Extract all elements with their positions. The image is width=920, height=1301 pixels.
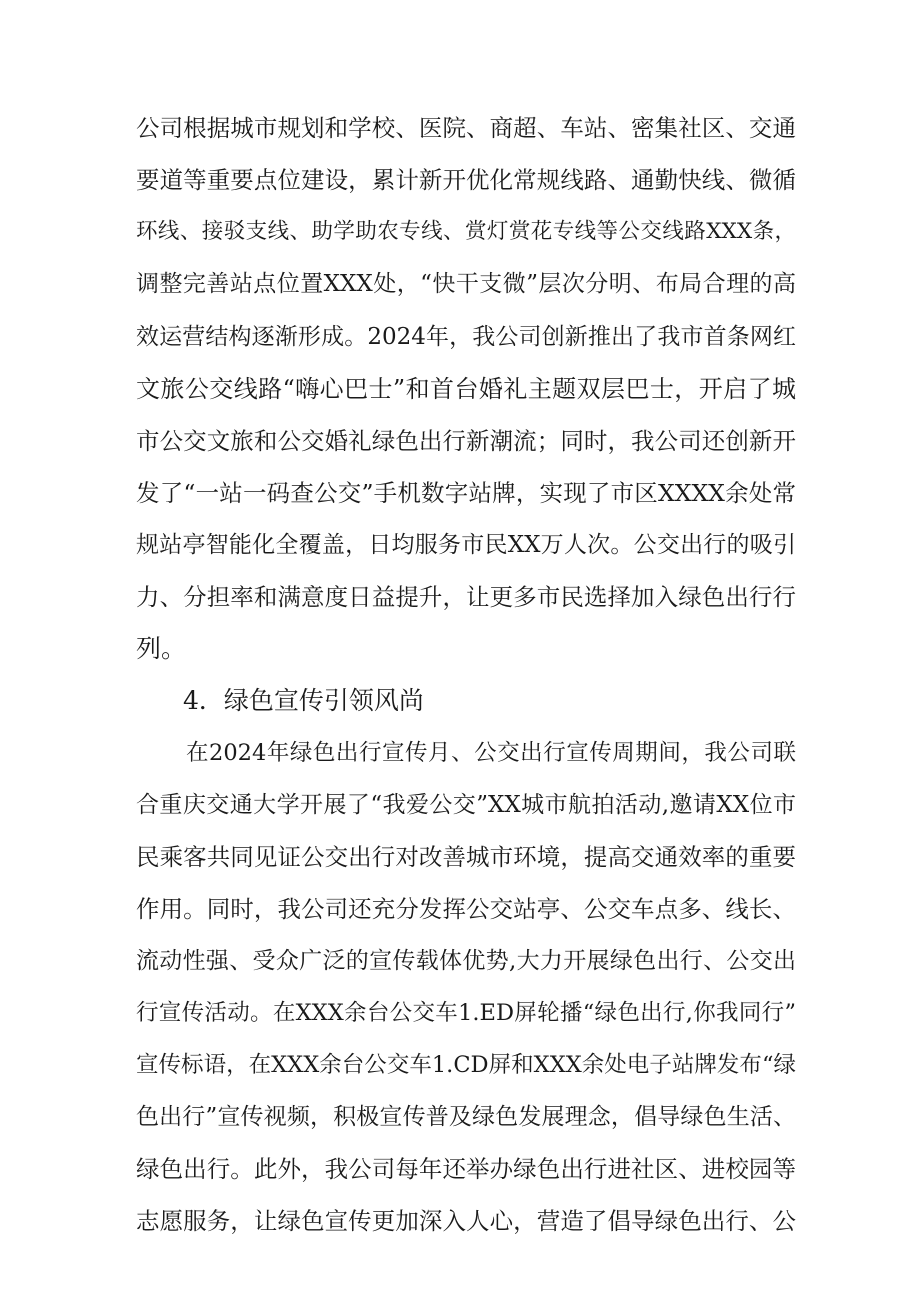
- paragraph-line: 公司根据城市规划和学校、医院、商超、车站、密集社区、交通: [136, 114, 796, 142]
- paragraph-line: 规站亭智能化全覆盖，日均服务市民XX万人次。公交出行的吸引: [136, 532, 796, 558]
- paragraph-line: 民乘客共同见证公交出行对改善城市环境，提高交通效率的重要: [136, 843, 796, 871]
- paragraph-line: 在2024年绿色出行宣传月、公交出行宣传周期间，我公司联: [186, 740, 796, 766]
- paragraph-line: 文旅公交线路“嗨心巴士”和首台婚礼主题双层巴士，开启了城: [136, 375, 796, 403]
- paragraph-line: 行宣传活动。在XXX余台公交车1.ED屏轮播“绿色出行,你我同行”: [136, 1000, 796, 1026]
- paragraph-line: 效运营结构逐渐形成。2024年，我公司创新推出了我市首条网红: [136, 324, 796, 350]
- paragraph-line: 色出行”宣传视频，积极宣传普及绿色发展理念，倡导绿色生活、: [136, 1104, 796, 1130]
- paragraph-line: 绿色出行。此外，我公司每年还举办绿色出行进社区、进校园等: [136, 1155, 796, 1183]
- paragraph-line: 市公交文旅和公交婚礼绿色出行新潮流；同时，我公司还创新开: [136, 427, 796, 455]
- paragraph-line: 志愿服务，让绿色宣传更加深入人心，营造了倡导绿色出行、公: [136, 1207, 796, 1235]
- paragraph-line: 环线、接驳支线、助学助农专线、赏灯赏花专线等公交线路XXX条，: [136, 219, 796, 244]
- paragraph-line: 要道等重要点位建设，累计新开优化常规线路、通勤快线、微循: [136, 166, 796, 194]
- section-heading: 4．绿色宣传引领风尚: [183, 686, 424, 715]
- paragraph-line: 作用。同时，我公司还充分发挥公交站亭、公交车点多、线长、: [136, 895, 796, 923]
- paragraph-line: 力、分担率和满意度日益提升，让更多市民选择加入绿色出行行: [136, 583, 796, 611]
- paragraph-line: 调整完善站点位置XXX处，“快干支微”层次分明、布局合理的高: [136, 271, 796, 297]
- paragraph-line: 流动性强、受众广泛的宣传载体优势,大力开展绿色出行、公交出: [136, 948, 796, 974]
- paragraph-line: 合重庆交通大学开展了“我爱公交”XX城市航拍活动,邀请XX位市: [136, 792, 796, 818]
- paragraph-line: 宣传标语，在XXX余台公交车1.CD屏和XXX余处电子站牌发布“绿: [136, 1052, 796, 1078]
- paragraph-line: 列。: [136, 634, 187, 663]
- paragraph-line: 发了“一站一码查公交”手机数字站牌，实现了市区XXXX余处常: [136, 479, 796, 507]
